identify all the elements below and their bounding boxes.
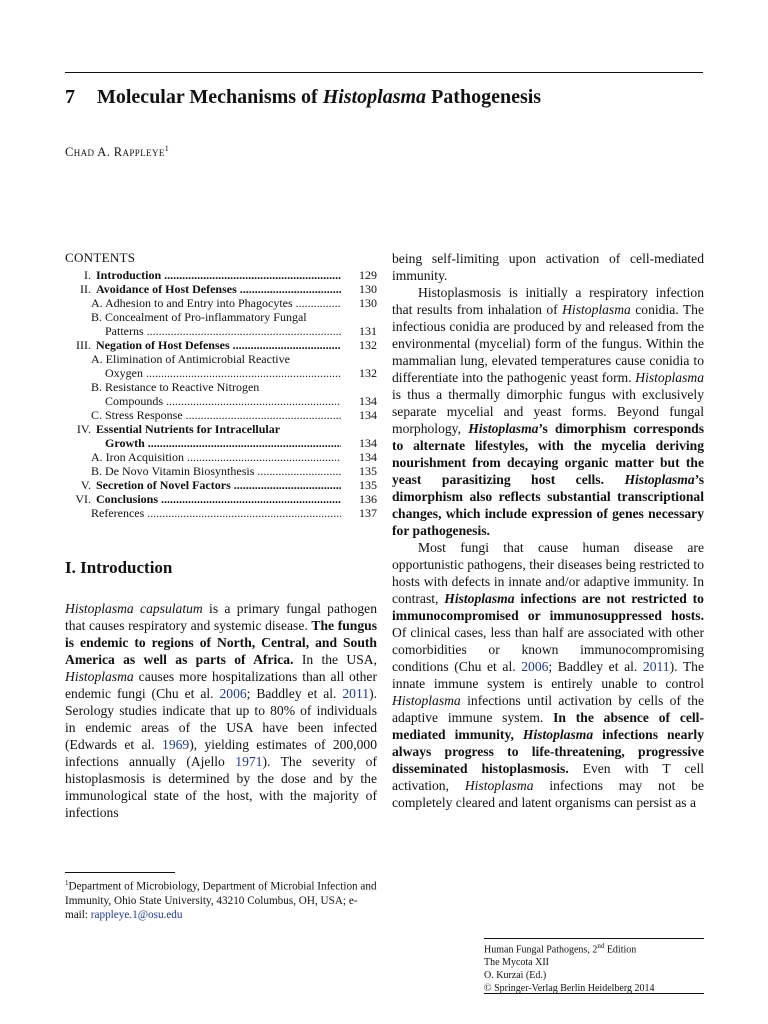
toc-label-text: Oxygen: [105, 366, 143, 380]
toc-label-text: B. Concealment of Pro-inflammatory Fungal: [91, 310, 307, 324]
publication-rule-top: [484, 938, 704, 939]
toc-label: [91, 436, 341, 450]
publication-info: [484, 940, 704, 995]
text-span: ; Baddley et al.: [548, 659, 643, 674]
text-span: ). The severity of histoplasmosis is determined by the dose and by the immunological state of the host, with the majority of infections: [65, 754, 377, 820]
toc-leader-dots: [254, 464, 341, 478]
text-span: In the absence of cell-mediated immunity,: [392, 710, 704, 742]
toc-label-text: Compounds: [105, 394, 164, 408]
toc-page-number: 132: [359, 366, 377, 380]
toc-item[interactable]: [65, 506, 377, 520]
toc-item[interactable]: [65, 422, 377, 436]
text-span: infections nearly always progress to life-threatening, progressive disseminated histoplasmosis.: [392, 727, 704, 776]
toc-leader-dots: [293, 296, 341, 310]
citation-link[interactable]: 2006: [219, 686, 247, 701]
toc-item[interactable]: [65, 478, 377, 492]
toc-label: [91, 394, 341, 408]
toc-leader-dots: [144, 324, 341, 338]
toc-item[interactable]: [65, 324, 377, 338]
toc-label-text: References: [91, 506, 145, 520]
toc-leader-dots: [230, 338, 341, 352]
toc-label: [91, 450, 341, 464]
publication-book-line: [484, 940, 704, 956]
toc-item[interactable]: [65, 268, 377, 282]
chapter-title-text: Molecular Mechanisms of: [97, 86, 323, 108]
citation-link[interactable]: 2006: [521, 659, 549, 674]
toc-label: [91, 366, 341, 380]
toc-item[interactable]: [65, 492, 377, 506]
text-span: is a primary fungal pathogen that causes respiratory and systemic disease.: [65, 601, 377, 633]
toc-item[interactable]: [65, 380, 377, 394]
citation-link[interactable]: 1969: [162, 737, 190, 752]
toc-label-text: Growth: [105, 436, 145, 450]
text-span: Histoplasma: [464, 778, 534, 793]
chapter-title: [65, 86, 541, 109]
text-span: causes more hospitalizations than all other endemic fungi (Chu et al.: [65, 669, 377, 701]
toc-page-number: 131: [359, 324, 377, 338]
toc-leader-dots: [237, 282, 341, 296]
toc-item[interactable]: [65, 352, 377, 366]
toc-page-number: 129: [359, 268, 377, 282]
text-span: ; Baddley et al.: [246, 686, 343, 701]
toc-page-number: 132: [359, 338, 377, 352]
toc-label: [96, 282, 341, 296]
toc-label-text: A. Adhesion to and Entry into Phagocytes: [91, 296, 293, 310]
text-span: Histoplasma capsulatum: [65, 601, 203, 616]
toc-label-text: C. Stress Response: [91, 408, 183, 422]
text-span: Histoplasma: [624, 472, 695, 487]
toc-label: [96, 268, 341, 282]
table-of-contents: [65, 268, 377, 520]
text-span: Histoplasma: [444, 591, 515, 606]
toc-page-number: 134: [359, 450, 377, 464]
paragraph-continuation: being self-limiting upon activation of cell-mediated immunity.: [392, 251, 704, 283]
toc-page-number: 130: [359, 282, 377, 296]
text-span: infections are not restricted to immunocompromised or immunosuppressed hosts.: [392, 591, 704, 623]
text-span: infections may not be completely cleared and latent organisms can persist as a: [392, 778, 704, 810]
toc-label-text: Negation of Host Defenses: [96, 338, 230, 352]
text-span: In the USA,: [293, 652, 377, 667]
toc-item[interactable]: [65, 394, 377, 408]
text-span: Human Fungal Pathogens, 2: [484, 944, 598, 956]
text-span: The fungus is endemic to regions of North, Central, and South America as well as parts of Africa.: [65, 618, 377, 667]
text-span: nd: [597, 942, 605, 950]
toc-roman-numeral: II.: [80, 282, 91, 296]
text-span: Histoplasma: [635, 370, 704, 385]
toc-item[interactable]: [65, 310, 377, 324]
toc-label-text: B. Resistance to Reactive Nitrogen: [91, 380, 260, 394]
toc-roman-numeral: V.: [80, 478, 91, 492]
text-span: Histoplasma: [468, 421, 539, 436]
text-span: Histoplasma: [562, 302, 631, 317]
contents-heading: CONTENTS: [65, 250, 136, 265]
toc-page-number: 135: [359, 478, 377, 492]
toc-page-number: 134: [359, 394, 377, 408]
toc-roman-numeral: VI.: [75, 492, 91, 506]
toc-item[interactable]: [65, 464, 377, 478]
text-span: ’s dimorphism corresponds to alternate lifestyles, with the mycelia deriving nourishment from decaying organic matter but the yeast parasitizing host cells.: [392, 421, 705, 487]
text-span: Edition: [604, 944, 637, 956]
toc-roman-numeral: I.: [84, 268, 91, 282]
toc-page-number: 134: [359, 408, 377, 422]
text-span: ). Serology studies indicate that up to 80% of individuals in endemic areas of the USA have been infected (Edwards et al.: [65, 686, 377, 752]
publication-series-line: The Mycota XII: [484, 957, 549, 969]
toc-page-number: 137: [359, 506, 377, 520]
text-span: Histoplasma: [65, 669, 134, 684]
top-rule: [65, 72, 703, 73]
text-span: Most fungi that cause human disease are opportunistic pathogens, their diseases being restricted to hosts with defects in innate and/or adaptive immunity. In contrast,: [392, 540, 704, 606]
email-link[interactable]: rappleye.1@osu.edu: [90, 908, 183, 921]
publication-editor-line: O. Kurzai (Ed.): [484, 970, 547, 982]
toc-label-text: Secretion of Novel Factors: [96, 478, 231, 492]
toc-label: [91, 408, 341, 422]
paragraph-opportunistic: [392, 539, 704, 811]
toc-label-text: Patterns: [105, 324, 144, 338]
toc-label: [91, 380, 341, 394]
toc-page-number: 135: [359, 464, 377, 478]
text-span: Even with T cell activation,: [392, 761, 704, 793]
chapter-title-suffix: Pathogenesis: [426, 86, 542, 108]
toc-label: [91, 464, 341, 478]
toc-item[interactable]: [65, 450, 377, 464]
author-name: Chad A. Rappleye: [65, 145, 165, 160]
text-span: ). The innate immune system is entirely unable to control: [392, 659, 704, 691]
toc-label: [96, 422, 341, 436]
text-span: Histoplasmosis is initially a respiratory infection that results from inhalation of: [392, 285, 704, 317]
toc-item[interactable]: [65, 338, 377, 352]
toc-leader-dots: [183, 408, 341, 422]
toc-item[interactable]: [65, 296, 377, 310]
toc-roman-numeral: III.: [76, 338, 91, 352]
footnote-text: Department of Microbiology, Department of Microbial Infection and Immunity, Ohio State University, 43210 Columbus, OH, USA; e-mail:: [65, 880, 377, 921]
text-span: Histoplasma: [392, 693, 461, 708]
text-span: ’s dimorphism also reflects substantial transcriptional changes, which include expression of genes necessary for pathogenesis.: [392, 472, 704, 538]
toc-item[interactable]: [65, 282, 377, 296]
toc-leader-dots: [231, 478, 341, 492]
toc-label-text: A. Iron Acquisition: [91, 450, 184, 464]
toc-label: [91, 324, 341, 338]
paragraph-histoplasmosis: [392, 284, 704, 539]
toc-leader-dots: [144, 506, 341, 520]
toc-page-number: 136: [359, 492, 377, 506]
toc-leader-dots: [145, 436, 341, 450]
toc-label-text: Conclusions: [96, 492, 159, 506]
toc-leader-dots: [161, 268, 341, 282]
text-span: conidia. The infectious conidia are produced by and released from the environmental (mycelial) form of the fungus. Within the mammalian lung, elevated temperatures cause conidia to differentiate into the pathogenic yeast form.: [392, 302, 704, 385]
toc-label-text: Introduction: [96, 268, 162, 282]
toc-page-number: 134: [359, 436, 377, 450]
toc-label-text: A. Elimination of Antimicrobial Reactive: [91, 352, 290, 366]
toc-label-text: Avoidance of Host Defenses: [96, 282, 237, 296]
text-span: ), yielding estimates of 200,000 infections annually (Ajello: [65, 737, 377, 769]
text-span: infections until activation by cells of the adaptive immune system.: [392, 693, 704, 725]
footnote-rule: [65, 872, 175, 873]
toc-page-number: 130: [359, 296, 377, 310]
intro-paragraph: [65, 600, 377, 821]
toc-label: [91, 506, 341, 520]
toc-label: [96, 338, 341, 352]
footnote-marker: 1: [65, 879, 69, 887]
toc-leader-dots: [163, 394, 341, 408]
text-span: Of clinical cases, less than half are associated with other comorbidities or known immunocompromising conditions (Chu et al.: [392, 625, 704, 674]
toc-label: [96, 492, 341, 506]
footnote: [65, 876, 377, 922]
citation-link[interactable]: 2011: [642, 659, 670, 674]
right-column: [392, 250, 704, 811]
chapter-number: 7: [65, 86, 75, 108]
toc-label: [96, 478, 341, 492]
toc-label: [91, 310, 341, 324]
toc-label: [91, 352, 341, 366]
toc-item[interactable]: [65, 436, 377, 450]
left-column: [65, 250, 377, 821]
publication-rule-bottom: [484, 993, 704, 994]
text-span: Histoplasma: [522, 727, 594, 742]
toc-leader-dots: [158, 492, 341, 506]
author-affiliation-marker: 1: [164, 144, 170, 153]
author-line: [65, 144, 169, 160]
toc-item[interactable]: [65, 366, 377, 380]
text-span: is thus a thermally dimorphic fungus with exclusively separate mycelial and yeast forms. Beyond fungal morphology,: [392, 387, 704, 436]
section-heading: I. Introduction: [65, 558, 173, 577]
toc-label-text: B. De Novo Vitamin Biosynthesis: [91, 464, 255, 478]
toc-leader-dots: [143, 366, 341, 380]
toc-label: [91, 296, 341, 310]
toc-label-text: Essential Nutrients for Intracellular: [96, 422, 281, 436]
chapter-title-italic: Histoplasma: [322, 86, 427, 108]
citation-link[interactable]: 2011: [342, 686, 370, 701]
citation-link[interactable]: 1971: [235, 754, 263, 769]
toc-roman-numeral: IV.: [76, 422, 91, 436]
toc-item[interactable]: [65, 408, 377, 422]
toc-leader-dots: [184, 450, 341, 464]
publication-copyright-line: © Springer-Verlag Berlin Heidelberg 2014: [484, 983, 655, 995]
